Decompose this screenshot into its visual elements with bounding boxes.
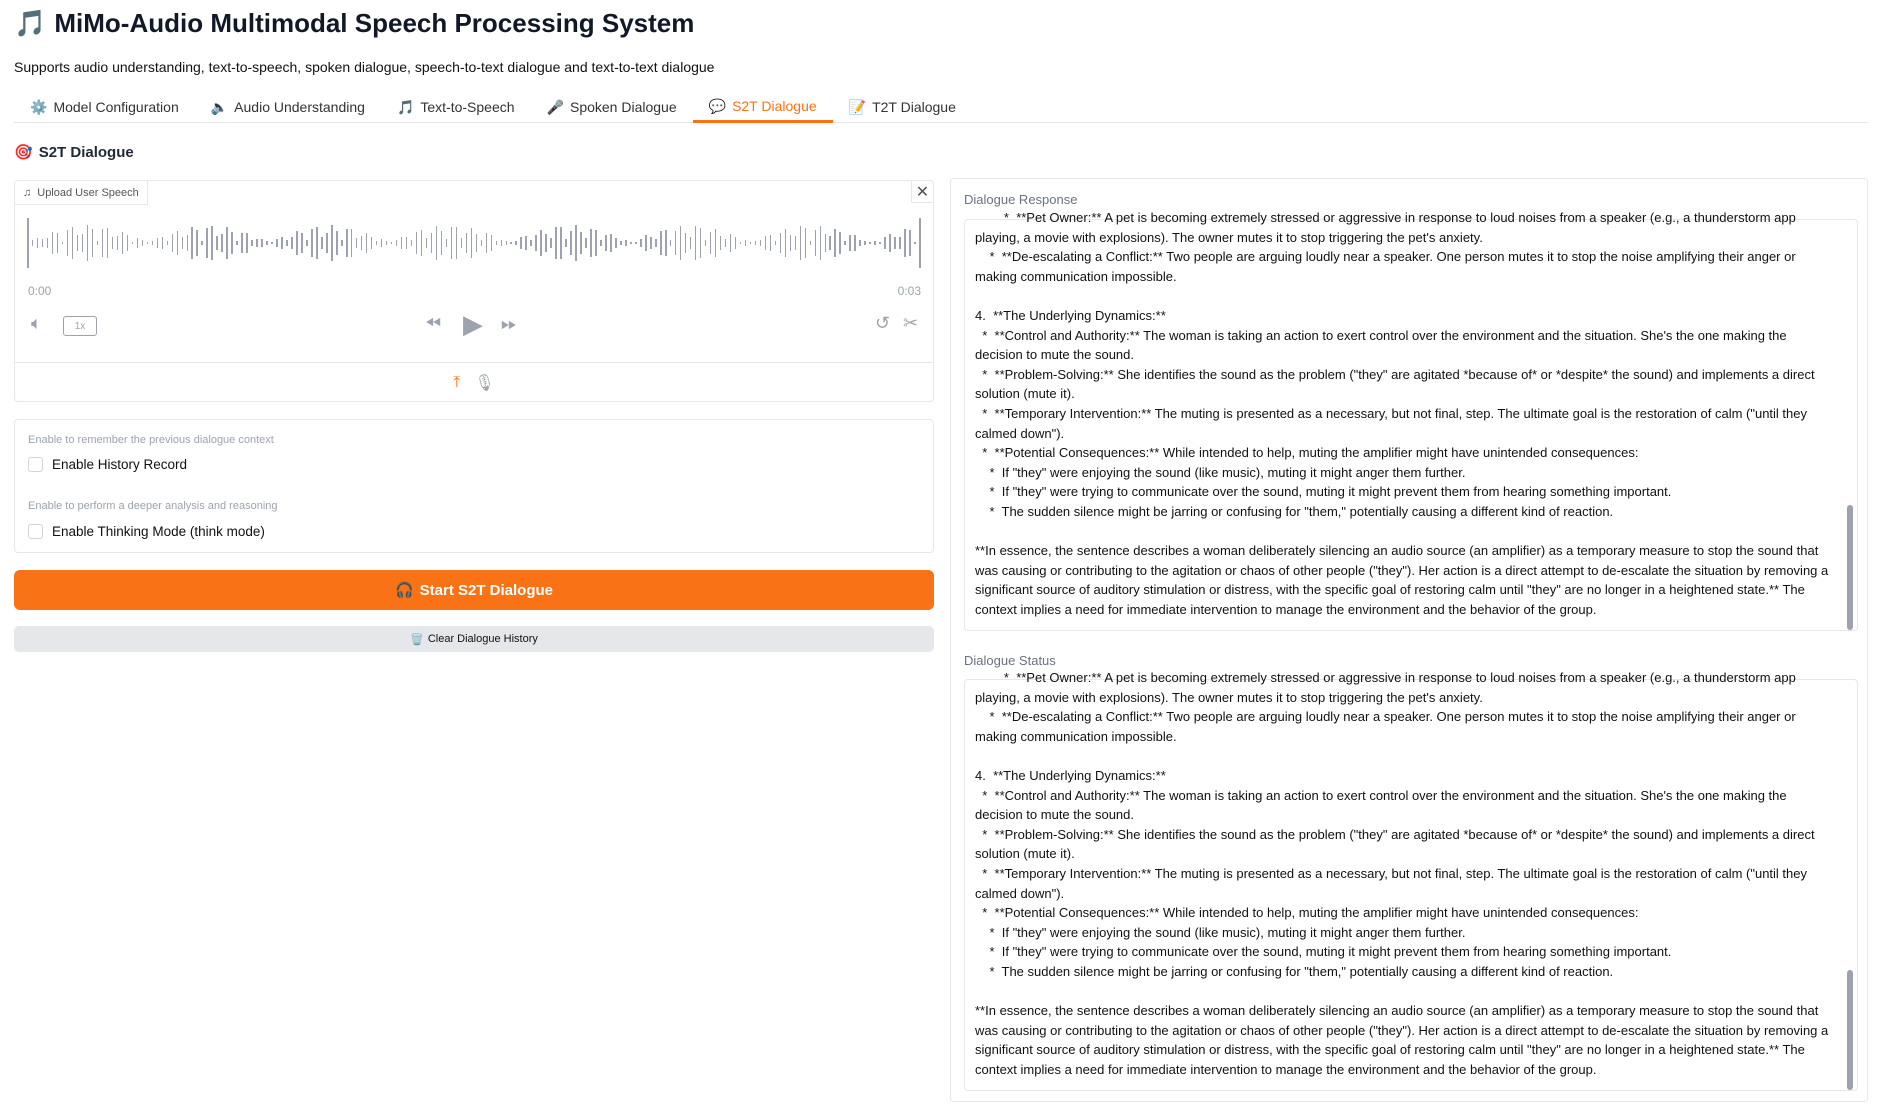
waveform-bar	[451, 227, 453, 259]
waveform-bar	[660, 231, 662, 256]
waveform-bar	[690, 237, 692, 250]
waveform-bar	[206, 228, 208, 258]
waveform-bar	[909, 230, 911, 255]
waveform-bar	[62, 242, 64, 244]
waveform-bar	[37, 238, 39, 249]
speech-bubble-icon: 💬	[708, 97, 727, 114]
start-s2t-dialogue-button[interactable]: 🎧 Start S2T Dialogue	[14, 570, 934, 610]
waveform-bar	[820, 226, 822, 261]
status-label: Dialogue Status	[964, 653, 1056, 668]
waveform-bar	[685, 233, 687, 254]
waveform-bar	[605, 235, 607, 250]
waveform-bar	[446, 239, 448, 248]
waveform-bar	[735, 237, 737, 250]
waveform-bar	[132, 242, 134, 245]
waveform-bar	[525, 236, 527, 251]
waveform-bar	[226, 227, 228, 259]
waveform-bar	[416, 232, 418, 254]
waveform-bar	[172, 234, 174, 252]
waveform-bar	[251, 240, 253, 247]
waveform-bar	[765, 236, 767, 250]
section-heading: 🎯 S2T Dialogue	[14, 143, 134, 161]
waveform-bar	[695, 226, 697, 260]
waveform-bar	[291, 237, 293, 250]
waveform-bar	[87, 225, 89, 260]
waveform-bar	[117, 236, 119, 250]
music-icon: ♫	[23, 186, 32, 199]
waveform-bar	[919, 218, 921, 268]
waveform-bar	[625, 240, 627, 245]
waveform-bar	[466, 233, 468, 254]
waveform-bar	[775, 241, 777, 245]
thinking-info: Enable to perform a deeper analysis and reasoning	[28, 500, 278, 512]
waveform-bar	[122, 232, 124, 255]
waveform-bar	[266, 241, 268, 244]
waveform-bar	[316, 227, 318, 259]
trash-icon: 🗑️	[410, 633, 424, 646]
waveform-bar	[236, 241, 238, 246]
waveform-bar	[510, 242, 512, 245]
waveform-bar	[326, 233, 328, 254]
waveform-bar	[884, 237, 886, 248]
waveform-bar	[82, 234, 84, 251]
waveform-bar	[47, 238, 49, 247]
waveform-bar	[610, 234, 612, 252]
upload-icon[interactable]: ⤒	[453, 373, 461, 391]
waveform-bar	[72, 227, 74, 259]
waveform-bar	[834, 229, 836, 257]
clear-history-button[interactable]: 🗑️ Clear Dialogue History	[14, 626, 934, 652]
waveform-bar	[585, 238, 587, 248]
waveform-bar	[381, 239, 383, 247]
waveform-bar	[670, 240, 672, 246]
music-note-icon: 🎵	[14, 8, 47, 38]
waveform-bar	[839, 232, 841, 254]
waveform-bar	[859, 240, 861, 246]
waveform-bar	[426, 238, 428, 247]
waveform-bar	[396, 240, 398, 246]
waveform-bar	[441, 231, 443, 254]
waveform-bar	[665, 230, 667, 256]
volume-icon[interactable]: 🔈︎	[31, 313, 42, 333]
waveform-bar	[700, 228, 702, 258]
fast-forward-icon[interactable]: ⏩︎	[501, 313, 517, 335]
waveform-bar	[356, 238, 358, 247]
waveform-bar	[715, 229, 717, 258]
audio-player	[14, 180, 934, 402]
waveform-bar	[361, 236, 363, 251]
waveform-bar	[530, 240, 532, 246]
waveform-bar	[590, 229, 592, 258]
waveform-bar	[306, 240, 308, 246]
waveform-bar	[780, 233, 782, 252]
waveform-bar	[162, 237, 164, 248]
waveform-bar	[565, 239, 567, 247]
waveform-bar	[844, 241, 846, 244]
waveform-bar	[256, 239, 258, 246]
waveform-bar	[725, 239, 727, 248]
waveform-bar	[535, 235, 537, 251]
waveform-bar	[810, 241, 812, 245]
waveform-bar	[545, 234, 547, 253]
source-selector	[15, 362, 933, 402]
waveform-bar	[112, 237, 114, 250]
clear-audio-button[interactable]: ✕	[911, 181, 933, 203]
tab-s2t-dialogue[interactable]: 💬 S2T Dialogue	[693, 92, 833, 123]
music-note-icon: 🎵	[396, 98, 415, 115]
waveform-bar	[680, 226, 682, 261]
target-icon: 🎯	[14, 144, 33, 161]
waveform-bar	[157, 238, 159, 248]
waveform-bar	[27, 218, 29, 268]
waveform-bar	[825, 234, 827, 252]
waveform-bar	[914, 242, 916, 245]
headphones-icon: 🎧	[394, 582, 414, 599]
waveform-bar	[431, 233, 433, 253]
options-panel	[14, 419, 934, 553]
waveform-bar	[770, 235, 772, 251]
waveform-bar	[600, 240, 602, 246]
waveform-bar	[196, 230, 198, 256]
waveform-bar	[575, 225, 577, 261]
waveform-bar	[795, 236, 797, 249]
tab-spoken-dialogue[interactable]: 🎤 Spoken Dialogue	[546, 98, 677, 115]
waveform-bar	[560, 227, 562, 258]
scrollbar[interactable]	[1847, 970, 1853, 1090]
waveform-bar	[391, 242, 393, 245]
waveform-bar	[899, 237, 901, 249]
waveform-bar	[481, 240, 483, 247]
waveform-bar	[750, 242, 752, 244]
waveform-bar	[52, 232, 54, 254]
tab-audio-understanding[interactable]: 🔈 Audio Understanding	[210, 98, 365, 115]
waveform-bar	[167, 241, 169, 244]
waveform-bar	[386, 241, 388, 245]
waveform-bar	[869, 242, 871, 245]
waveform-bar	[221, 234, 223, 252]
waveform-bar	[341, 240, 343, 247]
waveform-bar	[411, 240, 413, 245]
waveform-bar	[790, 235, 792, 252]
status-textbox[interactable]	[964, 670, 1858, 1091]
time-start: 0:00	[28, 284, 52, 298]
waveform-bar	[461, 238, 463, 248]
rewind-icon[interactable]: ⏪︎	[425, 313, 441, 335]
waveform-bar	[147, 242, 149, 244]
waveform-bar	[491, 235, 493, 251]
waveform-bar	[471, 228, 473, 259]
waveform-bar	[261, 239, 263, 247]
history-info: Enable to remember the previous dialogue context	[28, 434, 274, 446]
waveform-bar	[854, 235, 856, 250]
waveform-bar	[336, 231, 338, 256]
waveform-bar	[421, 230, 423, 255]
waveform-bar	[42, 239, 44, 247]
waveform-bar	[142, 240, 144, 247]
page-subtitle: Supports audio understanding, text-to-speech, spoken dialogue, speech-to-text dialogue and text-to-text dialogue	[14, 59, 715, 75]
memo-icon: 📝	[848, 98, 867, 115]
waveform-bar	[366, 233, 368, 254]
waveform-bar	[496, 241, 498, 246]
status-text: * **Pet Owner:** A pet is becoming extremely stressed or aggressive in response to loud noises from a speaker (e.g., a thunderstorm app playing, a movie with explosions). The owner mutes it to stop triggering the pet's anxiety. * **De-escalating a Conflict:** Two people are arguing loudly near a speaker. One person mutes it to stop the noise amplifying their anger or making communication impossible. 4. **The Underlying Dynamics:** * **Control and Authority:** The woman is taking an action to exert control over the environment and the situation. She's the one making the decision to mute the sound. * **Problem-Solving:** She identifies the sound as the problem ("they" are agitated *because of* or *despite* the sound) and implements a direct solution (mute it). * **Temporary Intervention:** The muting is presented as a necessary, but not final, step. The ultimate goal is the restoration of calm ("until they calmed down"). * **Potential Consequences:** While intended to help, muting the amplifier might have unintended consequences: * If "they" were enjoying the sound (like music), muting it might anger them further. * If "they" were trying to communicate over the sound, muting it might prevent them from hearing something important. * The sudden silence might be jarring or confusing for "them," potentially causing a different kind of reaction. **In essence, the sentence describes a woman deliberately silencing an audio source (an amplifier) as a temporary measure to stop the sound that was causing or contributing to the agitation or chaos of other people ("they"). Her action is a direct attempt to de-escalate the situation by removing a significant source of auditory stimulation or distress, with the specific goal of restoring calm until "they" are no longer in a heightened state.** The context implies a need for immediate intervention to manage the environment and the behavior of the group.	[975, 670, 1829, 1077]
waveform-bar	[152, 241, 154, 245]
waveform-bar	[486, 233, 488, 252]
waveform-bar	[246, 233, 248, 252]
playback-controls	[15, 311, 935, 341]
waveform-bar	[705, 240, 707, 246]
waveform-bar	[595, 230, 597, 255]
waveform-bar	[785, 229, 787, 258]
waveform-bar	[177, 231, 179, 255]
waveform-bar	[436, 226, 438, 260]
history-checkbox[interactable]: Enable History Record	[28, 457, 187, 472]
scrollbar[interactable]	[1847, 505, 1853, 630]
waveform-bar	[77, 235, 79, 251]
waveform-bar	[182, 237, 184, 249]
waveform-bar	[620, 241, 622, 245]
waveform-bar	[107, 228, 109, 259]
reset-icon[interactable]: ↺	[875, 313, 891, 333]
tab-bar	[14, 92, 1868, 123]
microphone-icon: 🎤	[546, 98, 564, 115]
waveform-bar	[137, 238, 139, 248]
speaker-icon: 🔈	[210, 98, 229, 115]
waveform-bar	[32, 240, 34, 245]
waveform-bar	[730, 234, 732, 252]
waveform-bar	[740, 242, 742, 245]
waveform-bar	[311, 229, 313, 257]
response-textbox[interactable]	[964, 210, 1858, 631]
trim-scissors-icon[interactable]: ✂	[903, 313, 919, 333]
waveform-bar	[720, 236, 722, 251]
waveform-bar	[271, 242, 273, 244]
waveform-bar	[889, 234, 891, 252]
waveform-bar	[849, 235, 851, 250]
waveform-bar	[864, 241, 866, 245]
waveform-bar	[515, 241, 517, 244]
tab-text-to-speech[interactable]: 🎵 Text-to-Speech	[396, 98, 515, 115]
waveform-bar	[655, 239, 657, 247]
waveform[interactable]	[27, 217, 921, 269]
playback-speed-button[interactable]: 1x	[63, 316, 97, 336]
waveform-bar	[276, 239, 278, 247]
waveform-bar	[800, 226, 802, 259]
waveform-bar	[635, 242, 637, 245]
waveform-bar	[346, 229, 348, 257]
waveform-bar	[191, 227, 193, 260]
tab-t2t-dialogue[interactable]: 📝 T2T Dialogue	[848, 98, 956, 115]
waveform-bar	[760, 240, 762, 245]
waveform-bar	[904, 229, 906, 257]
waveform-bar	[187, 235, 189, 252]
waveform-bar	[281, 237, 283, 250]
waveform-bar	[874, 241, 876, 246]
waveform-bar	[650, 237, 652, 249]
page-title: 🎵 MiMo-Audio Multimodal Speech Processing System	[14, 8, 695, 38]
waveform-bar	[57, 233, 59, 253]
checkbox-box[interactable]	[28, 457, 43, 472]
waveform-bar	[755, 241, 757, 245]
waveform-bar	[630, 242, 632, 245]
waveform-bar	[92, 229, 94, 257]
waveform-bar	[805, 228, 807, 258]
response-label: Dialogue Response	[964, 192, 1078, 207]
thinking-checkbox[interactable]: Enable Thinking Mode (think mode)	[28, 524, 265, 539]
waveform-bar	[476, 234, 478, 252]
waveform-bar	[102, 229, 104, 256]
waveform-bar	[67, 230, 69, 255]
waveform-bar	[829, 236, 831, 249]
output-panel	[950, 178, 1868, 1102]
waveform-bar	[894, 237, 896, 248]
waveform-bar	[331, 225, 333, 261]
waveform-bar	[296, 231, 298, 256]
waveform-bar	[456, 227, 458, 259]
waveform-bar	[506, 241, 508, 246]
waveform-bar	[286, 240, 288, 247]
waveform-bar	[879, 242, 881, 244]
waveform-bar	[540, 230, 542, 257]
tab-model-configuration[interactable]: ⚙️ Model Configuration	[30, 98, 179, 115]
microphone-icon[interactable]: 🎙︎	[474, 374, 495, 392]
waveform-bar	[555, 227, 557, 258]
waveform-bar	[301, 233, 303, 253]
waveform-bar	[501, 240, 503, 247]
waveform-bar	[321, 237, 323, 249]
waveform-bar	[645, 235, 647, 251]
waveform-bar	[406, 237, 408, 249]
waveform-bar	[211, 226, 213, 260]
waveform-bar	[241, 233, 243, 253]
waveform-bar	[231, 232, 233, 254]
checkbox-box[interactable]	[28, 524, 43, 539]
waveform-bar	[815, 230, 817, 257]
waveform-bar	[127, 235, 129, 250]
waveform-bar	[550, 238, 552, 247]
waveform-bar	[710, 232, 712, 255]
waveform-bar	[97, 241, 99, 244]
waveform-bar	[570, 231, 572, 255]
audio-label: ♫ Upload User Speech	[15, 181, 148, 205]
waveform-bar	[745, 240, 747, 245]
waveform-bar	[615, 238, 617, 247]
waveform-bar	[401, 237, 403, 250]
response-text: * **Pet Owner:** A pet is becoming extremely stressed or aggressive in response to loud noises from a speaker (e.g., a thunderstorm app playing, a movie with explosions). The owner mutes it to stop triggering the pet's anxiety. * **De-escalating a Conflict:** Two people are arguing loudly near a speaker. One person mutes it to stop the noise amplifying their anger or making communication impossible. 4. **The Underlying Dynamics:** * **Control and Authority:** The woman is taking an action to exert control over the environment and the situation. She's the one making the decision to mute the sound. * **Problem-Solving:** She identifies the sound as the problem ("they" are agitated *because of* or *despite* the sound) and implements a direct solution (mute it). * **Temporary Intervention:** The muting is presented as a necessary, but not final, step. The ultimate goal is the restoration of calm ("until they calmed down"). * **Potential Consequences:** While intended to help, muting the amplifier might have unintended consequences: * If "they" were enjoying the sound (like music), muting it might anger them further. * If "they" were trying to communicate over the sound, muting it might prevent them from hearing something important. * The sudden silence might be jarring or confusing for "them," potentially causing a different kind of reaction. **In essence, the sentence describes a woman deliberately silencing an audio source (an amplifier) as a temporary measure to stop the sound that was causing or contributing to the agitation or chaos of other people ("they"). Her action is a direct attempt to de-escalate the situation by removing a significant source of auditory stimulation or distress, with the specific goal of restoring calm until "they" are no longer in a heightened state.** The context implies a need for immediate intervention to manage the environment and the behavior of the group.	[975, 210, 1829, 617]
waveform-bar	[580, 232, 582, 253]
waveform-bar	[376, 241, 378, 245]
waveform-bar	[201, 241, 203, 246]
waveform-bar	[216, 236, 218, 250]
waveform-bar	[371, 237, 373, 249]
time-end: 0:03	[897, 284, 921, 298]
waveform-bar	[675, 231, 677, 255]
waveform-bar	[640, 239, 642, 247]
gear-icon: ⚙️	[30, 98, 48, 115]
waveform-bar	[520, 237, 522, 248]
waveform-bar	[351, 229, 353, 257]
play-icon[interactable]: ▶	[463, 309, 483, 339]
